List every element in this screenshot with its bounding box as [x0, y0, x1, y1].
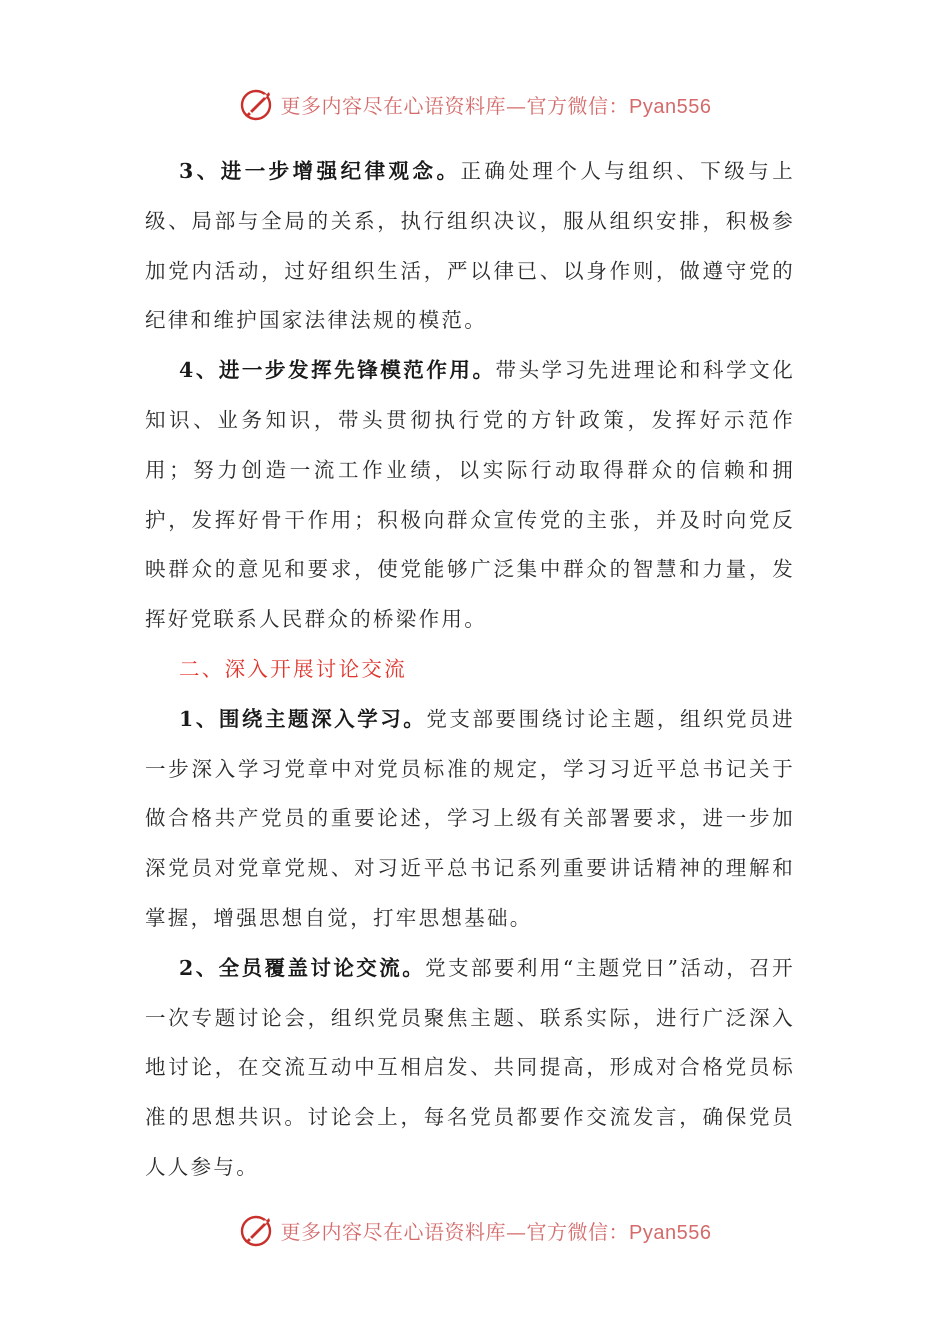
- pen-nib-logo-icon: [239, 1212, 275, 1248]
- header-banner-brand: Pyan556: [629, 95, 712, 118]
- footer-banner-brand: Pyan556: [629, 1221, 712, 1244]
- paragraph-3-text: 正确处理个人与组织、下级与上级、局部与全局的关系，执行组织决议，服从组织安排，积极参加党内活动，过好组织生活，严以律已、以身作则，做遵守党的纪律和维护国家法律法规的模范。: [145, 159, 795, 333]
- paragraph-4-lead: 4、进一步发挥先锋模范作用。: [179, 358, 496, 383]
- paragraph-4: [145, 346, 795, 645]
- section-2-paragraph-2-text: 党支部要利用“主题党日”活动，召开一次专题讨论会，组织党员聚焦主题、联系实际，进行广泛深入地讨论，在交流互动中互相启发、共同提高，形成对合格党员标准的思想共识。讨论会上，每名党员都要作交流发言，确保党员人人参与。: [145, 955, 795, 1179]
- document-body: [145, 147, 795, 1193]
- section-2-paragraph-1-lead: 1、围绕主题深入学习。: [179, 706, 427, 731]
- header-banner: [0, 82, 950, 126]
- header-banner-label: 更多内容尽在心语资料库—官方微信：: [280, 93, 630, 118]
- footer-banner: [0, 1208, 950, 1252]
- footer-banner-label: 更多内容尽在心语资料库—官方微信：: [280, 1219, 630, 1244]
- header-banner-text: [281, 90, 712, 119]
- paragraph-3: [145, 147, 795, 346]
- pen-nib-logo-icon: [239, 86, 275, 122]
- paragraph-3-lead: 3、进一步增强纪律观念。: [179, 159, 461, 183]
- section-2-paragraph-1-text: 党支部要围绕讨论主题，组织党员进一步深入学习党章中对党员标准的规定，学习习近平总书记关于做合格共产党员的重要论述，学习上级有关部署要求，进一步加深党员对党章党规、对习近平总书记系列重要讲话精神的理解和掌握，增强思想自觉，打牢思想基础。: [145, 706, 795, 930]
- footer-banner-text: [281, 1216, 712, 1245]
- section-2-paragraph-2-lead: 2、全员覆盖讨论交流。: [179, 955, 426, 980]
- paragraph-4-text: 带头学习先进理论和科学文化知识、业务知识，带头贯彻执行党的方针政策，发挥好示范作用；努力创造一流工作业绩，以实际行动取得群众的信赖和拥护，发挥好骨干作用；积极向群众宣传党的主张，并及时向党反映群众的意见和要求，使党能够广泛集中群众的智慧和力量，发挥好党联系人民群众的桥梁作用。: [145, 358, 795, 632]
- section-2-heading: 二、深入开展讨论交流: [179, 656, 407, 681]
- section-2-paragraph-1: [145, 695, 795, 944]
- section-2-paragraph-2: [145, 944, 795, 1193]
